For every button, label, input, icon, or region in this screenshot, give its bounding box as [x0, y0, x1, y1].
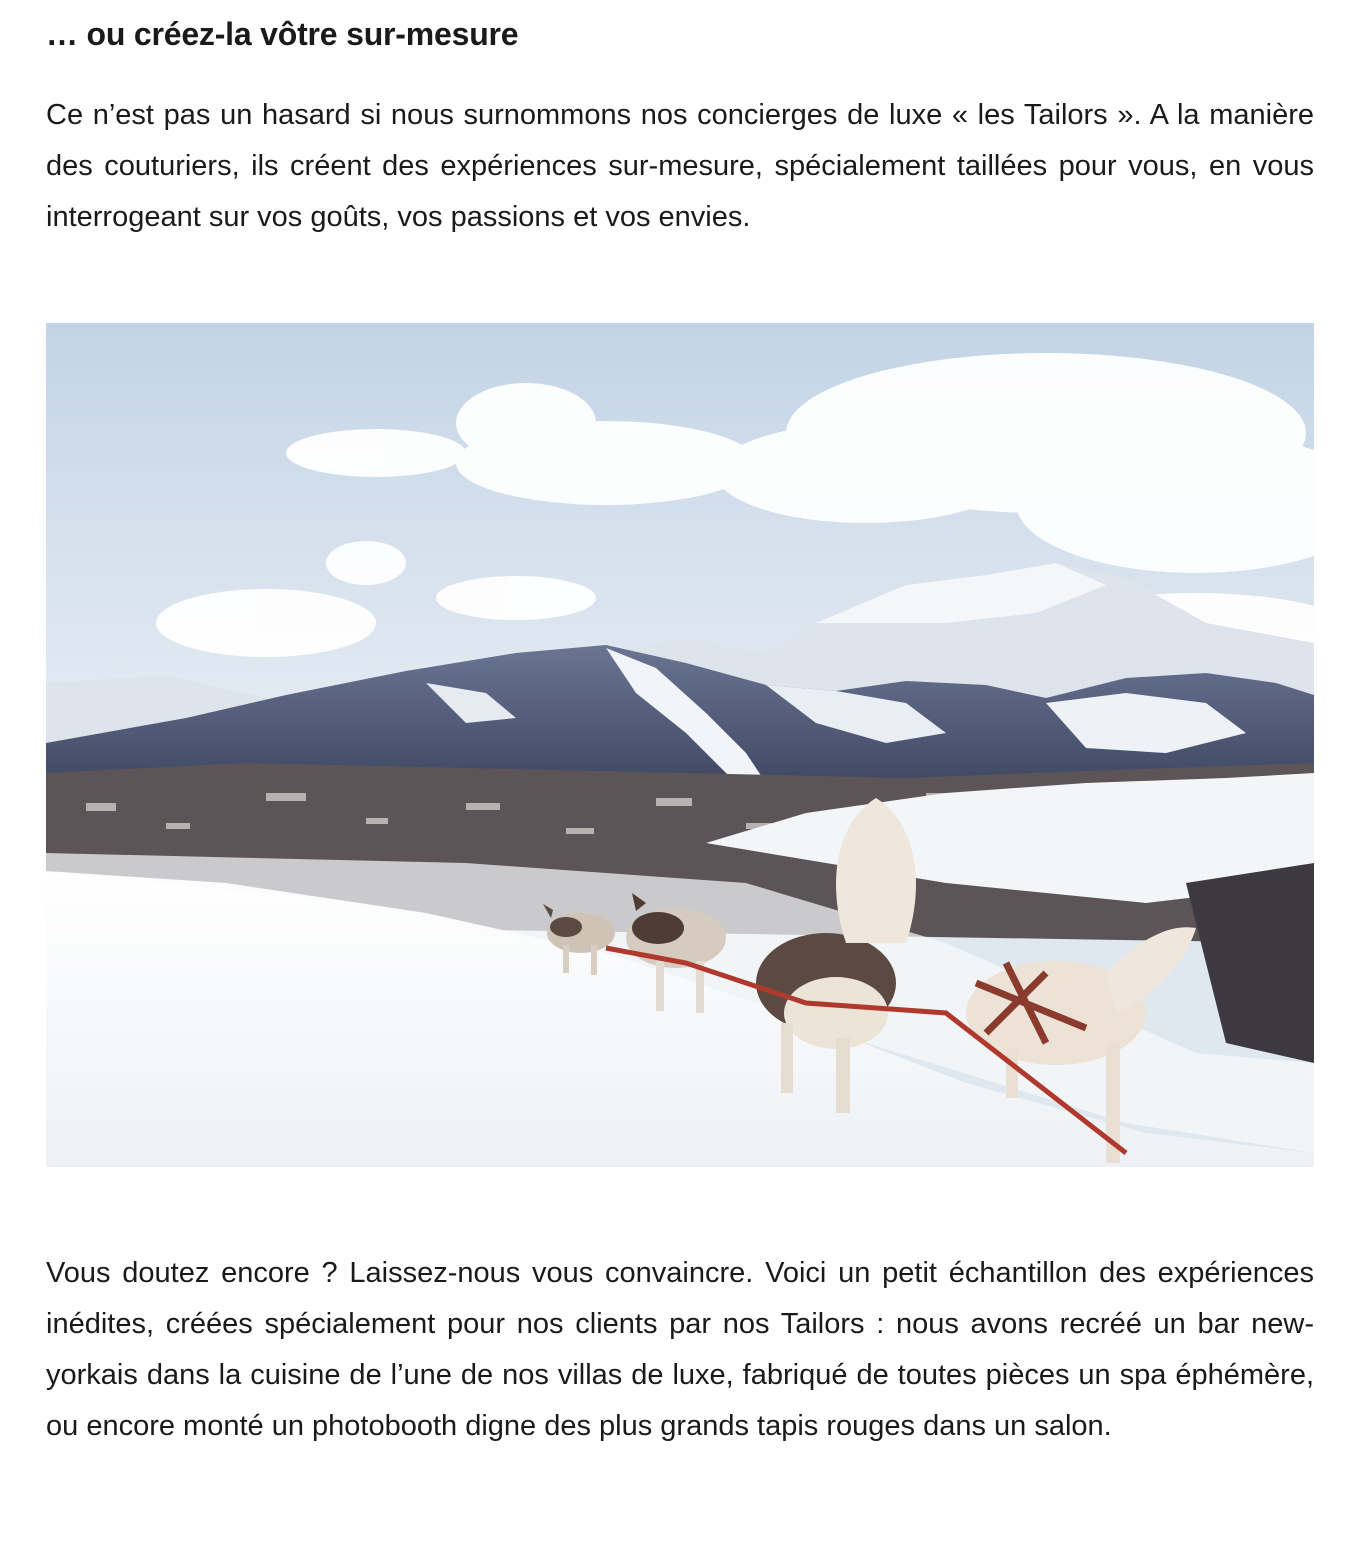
article [46, 0, 1314, 1442]
section-heading: … ou créez-la vôtre sur-mesure [46, 16, 519, 52]
husky-sled-mountain-photo [46, 323, 1314, 1167]
closing-paragraph: Vous doutez encore ? Laissez-nous vous convaincre. Voici un petit échantillon des expériences inédites, créées spécialement pour nos clients par nos Tailors : nous avons recréé un bar new-yorkais dans la cuisine de l’une de nos villas de luxe, fabriqué de toutes pièces un spa éphémère, ou encore monté un photobooth digne des plus grands tapis rouges dans un salon. [46, 1257, 1314, 1442]
intro-paragraph: Ce n’est pas un hasard si nous surnommons nos concierges de luxe « les Tailors ». A la manière des couturiers, ils créent des expériences sur-mesure, spécialement taillées pour vous, en vous interrogeant sur vos goûts, vos passions et vos envies. [46, 99, 1314, 233]
photo-illustration [46, 323, 1314, 1167]
